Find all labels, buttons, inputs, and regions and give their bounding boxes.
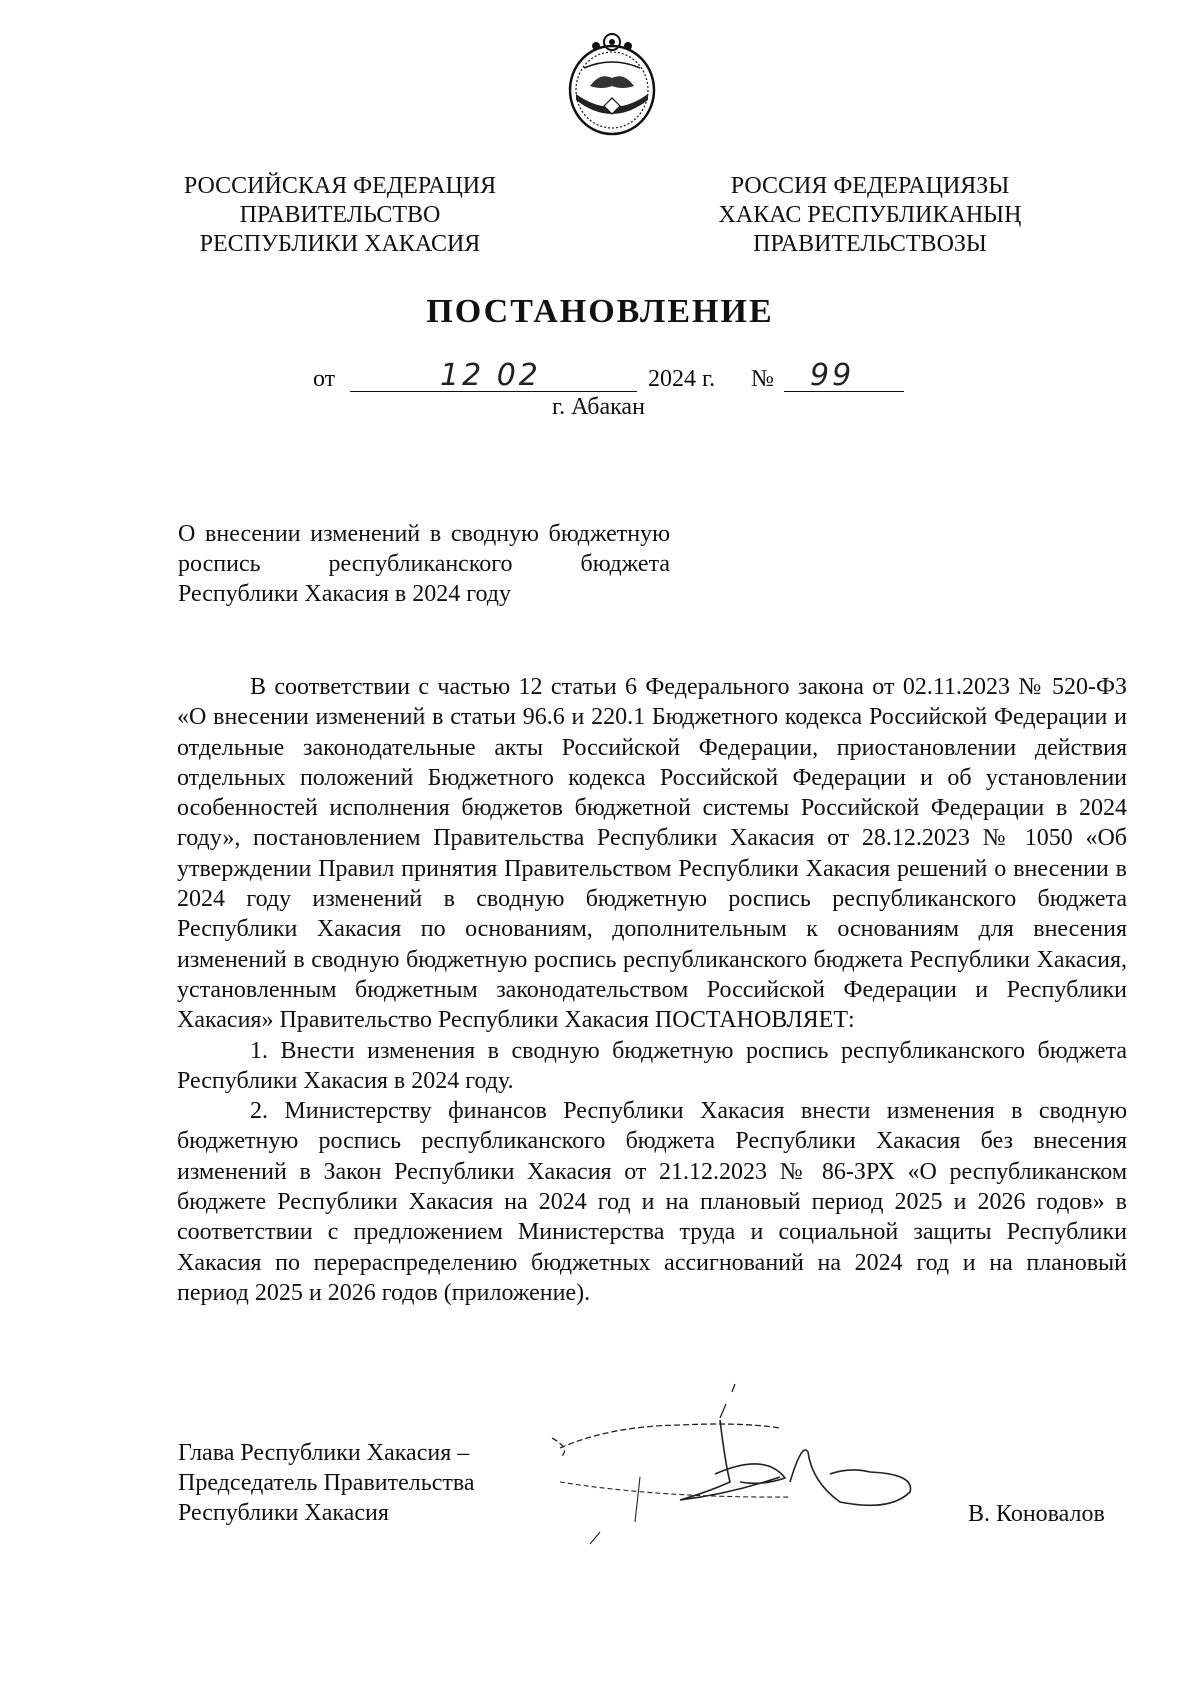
body-paragraph-preamble: В соответствии с частью 12 статьи 6 Федерального закона от 02.11.2023 № 520-ФЗ «О внесении изменений в статьи 96.6 и 220.1 Бюджетного кодекса Российской Федерации и отдельные законодательные акты Российской Федерации, приостановлении действия отдельных положений Бюджетного кодекса Российской Федерации и об установлении особенностей исполнения бюджетов бюджетной системы Российской Федерации в 2024 году», постановлением Правительства Республики Хакасия от 28.12.2023 № 1050 «Об утверждении Правил принятия Правительством Республики Хакасия решений о внесении в 2024 году изменений в сводную бюджетную роспись республиканского бюджета Республики Хакасия по основаниям, дополнительным к основаниям для внесения изменений в сводную бюджетную роспись республиканского бюджета Республики Хакасия, установленным бюджетным законодательством Российской Федерации и Республики Хакасия» Правительство Республики Хакасия ПОСТАНОВЛЯЕТ: bbox=[177, 674, 1127, 1034]
header-right-line-2: ХАКАС РЕСПУБЛИКАНЫҢ bbox=[718, 202, 1022, 228]
header-khakas bbox=[680, 172, 1060, 259]
handwritten-signature bbox=[540, 1382, 930, 1547]
number-sign: № bbox=[751, 366, 774, 392]
year-label: 2024 г. bbox=[648, 366, 716, 392]
city: г. Абакан bbox=[552, 394, 645, 420]
header-right-line-1: РОССИЯ ФЕДЕРАЦИЯЗЫ bbox=[730, 173, 1010, 199]
from-label: от bbox=[313, 366, 336, 392]
coat-of-arms-emblem bbox=[560, 28, 664, 140]
handwritten-date: 12 02 bbox=[440, 358, 541, 393]
body-paragraph-1: 1. Внести изменения в сводную бюджетную роспись республиканского бюджета Республики Хакасия в 2024 году. bbox=[177, 1037, 1127, 1094]
signatory-name: В. Коновалов bbox=[968, 1501, 1105, 1527]
header-left-line-3: РЕСПУБЛИКИ ХАКАСИЯ bbox=[199, 231, 481, 257]
signatory-position-line-1: Глава Республики Хакасия – bbox=[178, 1440, 470, 1466]
header-left-line-1: РОССИЙСКАЯ ФЕДЕРАЦИЯ bbox=[183, 173, 497, 199]
document-title: ПОСТАНОВЛЕНИЕ bbox=[426, 293, 774, 330]
document-body bbox=[177, 672, 1127, 1308]
subject: О внесении изменений в сводную бюджетную роспись республиканского бюджета Республики Хакасия в 2024 году bbox=[178, 521, 670, 607]
handwritten-number: 99 bbox=[810, 358, 855, 393]
header-left-line-2: ПРАВИТЕЛЬСТВО bbox=[239, 202, 441, 228]
signatory-position bbox=[178, 1438, 475, 1528]
header-right-line-3: ПРАВИТЕЛЬСТВОЗЫ bbox=[753, 231, 987, 257]
signatory-position-line-2: Председатель Правительства bbox=[178, 1470, 475, 1496]
signatory-position-line-3: Республики Хакасия bbox=[178, 1500, 389, 1526]
header-russian bbox=[150, 172, 530, 259]
body-paragraph-2: 2. Министерству финансов Республики Хакасия внести изменения в сводную бюджетную роспись республиканского бюджета Республики Хакасия без внесения изменений в Закон Республики Хакасия от 21.12.2023 № 86-ЗРХ «О республиканском бюджете Республики Хакасия на 2024 год и на плановый период 2025 и 2026 годов» в соответствии с предложением Министерства труда и социальной защиты Республики Хакасия по перераспределению бюджетных ассигнований на 2024 год и на плановый период 2025 и 2026 годов (приложение). bbox=[177, 1098, 1127, 1306]
